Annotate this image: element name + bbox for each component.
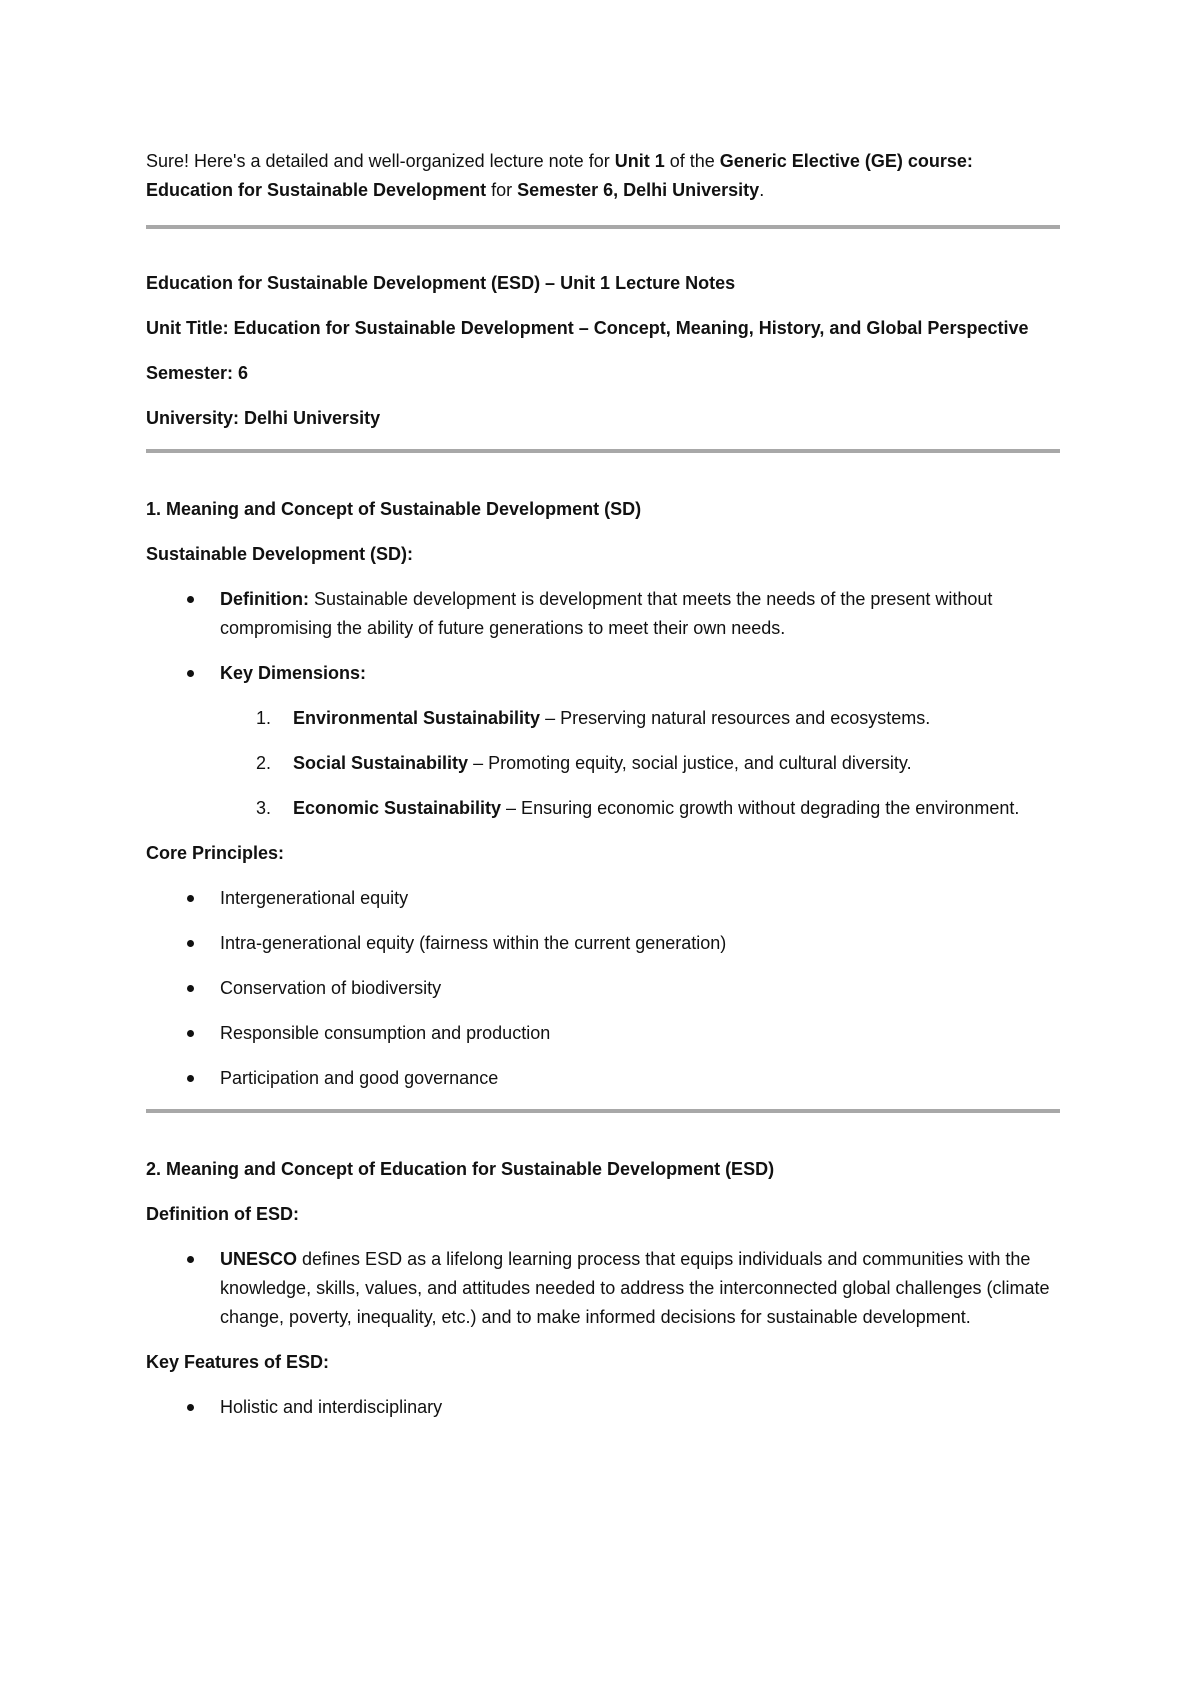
list-item-definition: Definition: Sustainable development is development that meets the needs of the present without compromising the ability of future generations to meet their own needs. <box>146 585 1060 643</box>
intro-bold-course: Generic Elective (GE) course: Education for Sustainable Development <box>146 151 973 200</box>
list-item-key-dimensions: Key Dimensions: <box>146 659 1060 688</box>
esd-features-heading: Key Features of ESD: <box>146 1352 330 1372</box>
list-item: Intra-generational equity (fairness within the current generation) <box>146 929 1060 958</box>
list-item: Intergenerational equity <box>146 884 1060 913</box>
dimensions-list <box>146 704 1060 823</box>
intro-bold-unit: Unit 1 <box>614 151 665 171</box>
intro-text-3: for <box>486 180 518 200</box>
section-2-title: 2. Meaning and Concept of Education for Sustainable Development (ESD) <box>146 1159 775 1179</box>
list-item: Participation and good governance <box>146 1064 1060 1093</box>
intro-paragraph <box>146 147 1060 205</box>
list-item: 1. Environmental Sustainability – Preserving natural resources and ecosystems. <box>256 708 931 728</box>
esd-definition-heading: Definition of ESD: <box>146 1204 299 1224</box>
list-item: Responsible consumption and production <box>146 1019 1060 1048</box>
semester-line: Semester: 6 <box>146 363 249 383</box>
list-item-unesco: UNESCO defines ESD as a lifelong learning process that equips individuals and communities with the knowledge, skills, values, and attitudes needed to address the interconnected global challenges (climate change, poverty, inequality, etc.) and to make informed decisions for sustainable development. <box>146 1245 1060 1332</box>
list-item: Holistic and interdisciplinary <box>146 1393 1060 1422</box>
sd-bullet-list <box>146 585 1060 688</box>
features-list <box>146 1393 1060 1422</box>
unit-title: Unit Title: Education for Sustainable Development – Concept, Meaning, History, and Global Perspective <box>146 318 1029 338</box>
horizontal-rule <box>146 225 1060 229</box>
intro-bold-semester: Semester 6, Delhi University <box>517 180 760 200</box>
principles-list <box>146 884 1060 1093</box>
core-principles-heading: Core Principles: <box>146 843 285 863</box>
list-item: Conservation of biodiversity <box>146 974 1060 1003</box>
document-content <box>146 147 1060 1422</box>
esd-definition-list <box>146 1245 1060 1332</box>
list-item: 2. Social Sustainability – Promoting equity, social justice, and cultural diversity. <box>256 753 912 773</box>
horizontal-rule <box>146 449 1060 453</box>
horizontal-rule <box>146 1109 1060 1113</box>
lecture-title: Education for Sustainable Development (ESD) – Unit 1 Lecture Notes <box>146 273 736 293</box>
section-1-title: 1. Meaning and Concept of Sustainable Development (SD) <box>146 499 642 519</box>
intro-text-4: . <box>759 180 765 200</box>
intro-text-2: of the <box>664 151 720 171</box>
intro-text-1: Sure! Here's a detailed and well-organized lecture note for <box>146 151 615 171</box>
section-1-subtitle: Sustainable Development (SD): <box>146 544 414 564</box>
list-item: 3. Economic Sustainability – Ensuring economic growth without degrading the environment. <box>256 798 1020 818</box>
university-line: University: Delhi University <box>146 408 381 428</box>
